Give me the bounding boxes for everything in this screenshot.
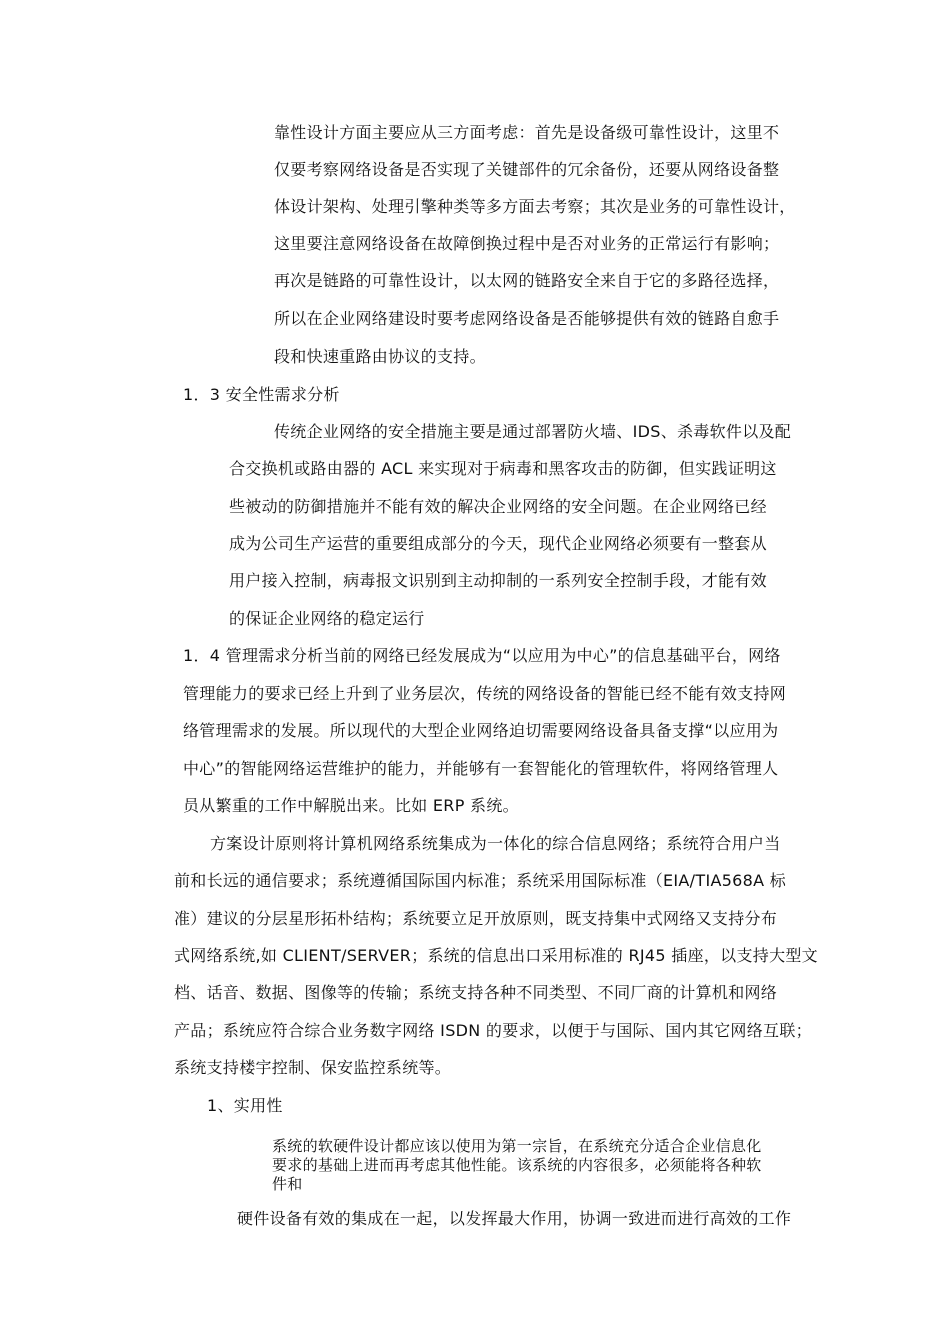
management-line-2: 管理能力的要求已经上升到了业务层次，传统的网络设备的智能已经不能有效支持网 <box>183 684 787 703</box>
reliability-line-5: 再次是链路的可靠性设计，以太网的链路安全来自于它的多路径选择， <box>274 271 780 290</box>
reliability-line-7: 段和快速重路由协议的支持。 <box>274 347 486 366</box>
practicality-line-3: 件和 <box>272 1175 303 1193</box>
reliability-line-2: 仅要考察网络设备是否实现了关键部件的冗余备份，还要从网络设备整 <box>274 160 780 179</box>
security-line-2: 合交换机或路由器的 ACL 来实现对于病毒和黑客攻击的防御，但实践证明这 <box>229 459 777 478</box>
reliability-line-6: 所以在企业网络建设时要考虑网络设备是否能够提供有效的链路自愈手 <box>274 309 780 328</box>
principles-line-2: 前和长远的通信要求；系统遵循国际国内标准；系统采用国际标准（EIA/TIA568A 标 <box>174 871 787 890</box>
management-line-3: 络管理需求的发展。所以现代的大型企业网络迫切需要网络设备具备支撑“以应用为 <box>183 721 779 740</box>
management-line-4: 中心”的智能网络运营维护的能力，并能够有一套智能化的管理软件，将网络管理人 <box>183 759 779 778</box>
management-line-1: 1．4 管理需求分析当前的网络已经发展成为“以应用为中心”的信息基础平台，网络 <box>183 646 781 665</box>
security-line-5: 用户接入控制，病毒报文识别到主动抑制的一系列安全控制手段，才能有效 <box>229 571 767 590</box>
security-line-3: 些被动的防御措施并不能有效的解决企业网络的安全问题。在企业网络已经 <box>229 497 767 516</box>
reliability-line-3: 体设计架构、处理引擎种类等多方面去考察；其次是业务的可靠性设计， <box>274 197 796 216</box>
principles-line-1: 方案设计原则将计算机网络系统集成为一体化的综合信息网络；系统符合用户当 <box>210 834 781 853</box>
section-1-3-heading: 1．3 安全性需求分析 <box>183 385 340 404</box>
security-line-1: 传统企业网络的安全措施主要是通过部署防火墙、IDS、杀毒软件以及配 <box>274 422 792 441</box>
principles-line-4: 式网络系统,如 CLIENT/SERVER；系统的信息出口采用标准的 RJ45 插座，以支持大型文 <box>174 946 818 965</box>
management-line-5: 员从繁重的工作中解脱出来。比如 ERP 系统。 <box>183 796 519 815</box>
security-line-6: 的保证企业网络的稳定运行 <box>229 609 425 628</box>
practicality-line-1: 系统的软硬件设计都应该以使用为第一宗旨，在系统充分适合企业信息化 <box>272 1137 762 1155</box>
practicality-line-2: 要求的基础上进而再考虑其他性能。该系统的内容很多，必须能将各种软 <box>272 1156 762 1174</box>
principles-line-5: 档、话音、数据、图像等的传输；系统支持各种不同类型、不同厂商的计算机和网络 <box>174 983 778 1002</box>
reliability-line-1: 靠性设计方面主要应从三方面考虑：首先是设备级可靠性设计，这里不 <box>274 123 780 142</box>
principles-line-3: 准）建议的分层星形拓朴结构；系统要立足开放原则，既支持集中式网络又支持分布 <box>174 909 778 928</box>
practicality-last-line: 硬件设备有效的集成在一起，以发挥最大作用，协调一致进而进行高效的工作 <box>237 1209 792 1228</box>
practicality-heading: 1、实用性 <box>207 1096 283 1115</box>
reliability-line-4: 这里要注意网络设备在故障倒换过程中是否对业务的正常运行有影响； <box>274 234 780 253</box>
security-line-4: 成为公司生产运营的重要组成部分的今天，现代企业网络必须要有一整套从 <box>229 534 767 553</box>
principles-line-6: 产品；系统应符合综合业务数字网络 ISDN 的要求，以便于与国际、国内其它网络互联； <box>174 1021 812 1040</box>
principles-line-7: 系统支持楼宇控制、保安监控系统等。 <box>174 1058 452 1077</box>
